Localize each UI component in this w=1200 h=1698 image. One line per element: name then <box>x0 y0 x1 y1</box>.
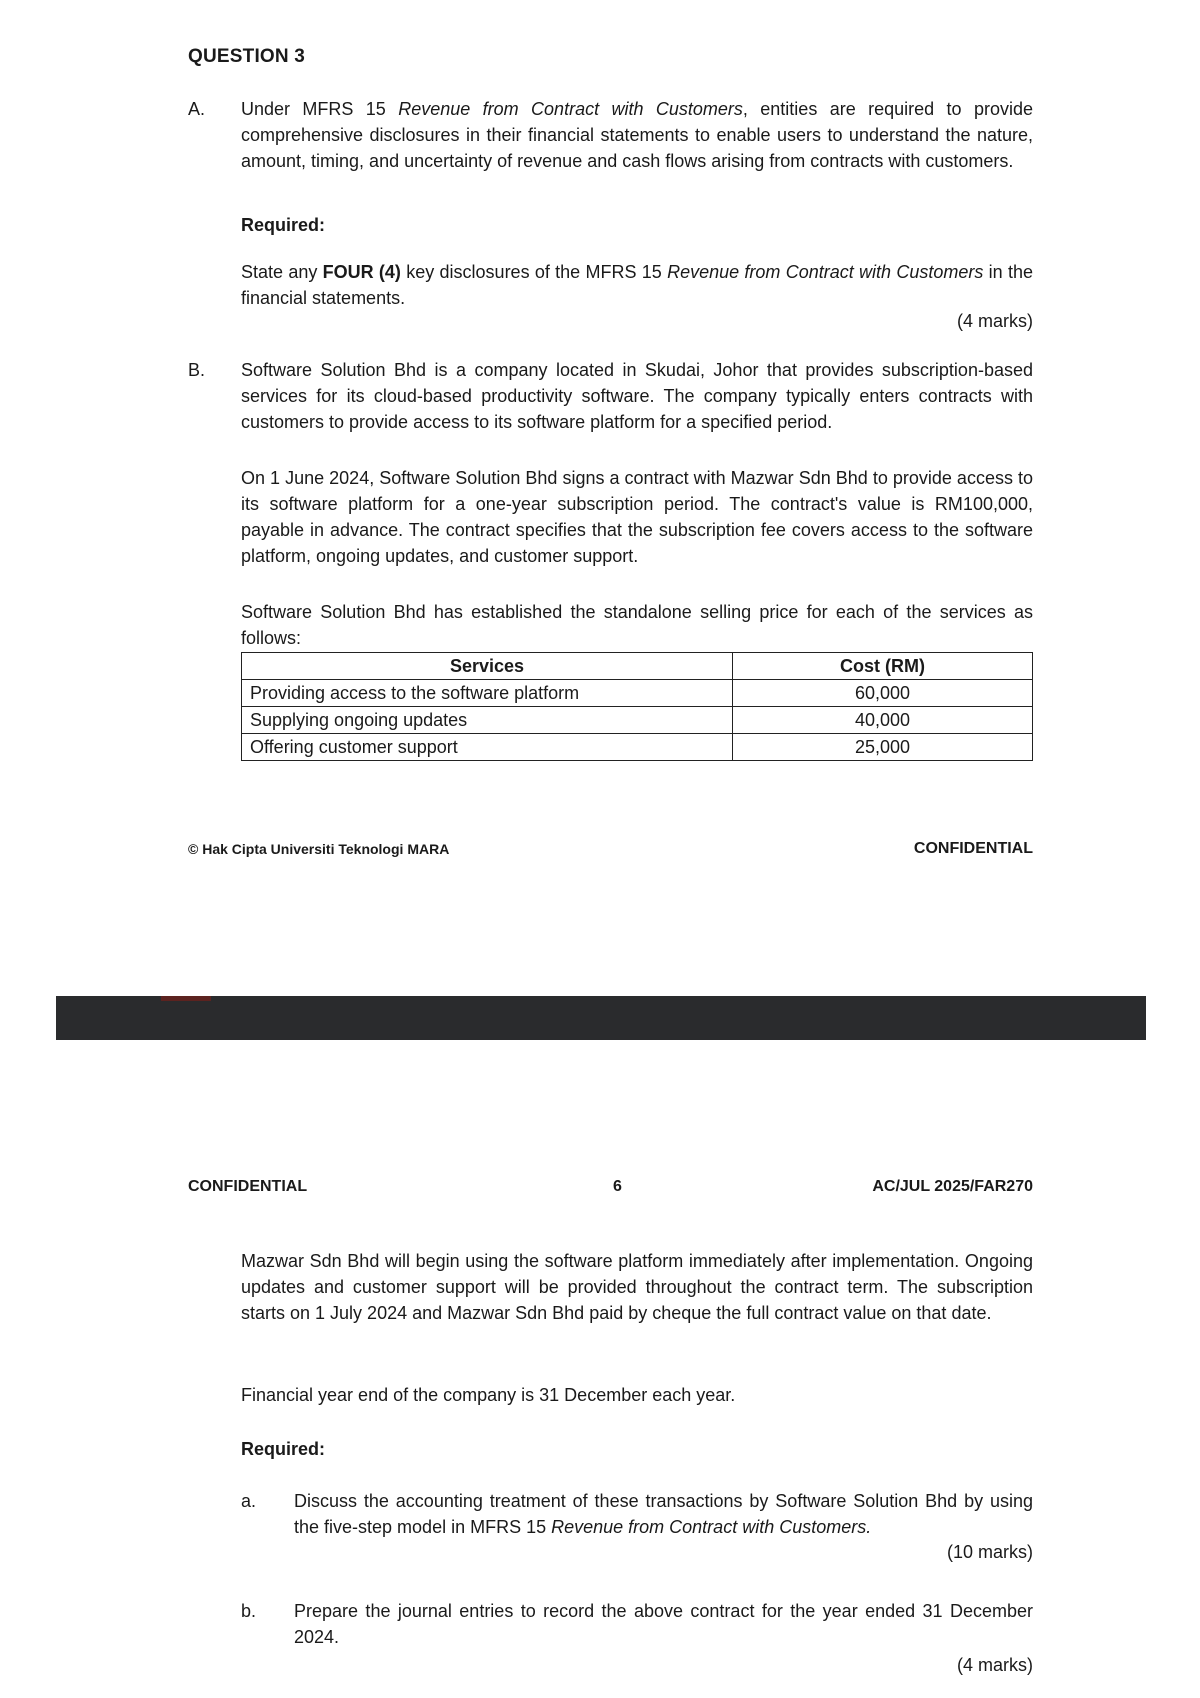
table-header-services: Services <box>242 653 733 680</box>
part-b-label: B. <box>188 360 206 380</box>
service-name: Providing access to the software platform <box>242 680 733 707</box>
item-a-marks: (10 marks) <box>946 1542 1033 1562</box>
service-name: Offering customer support <box>242 734 733 761</box>
part-a-required-label: Required: <box>241 215 326 235</box>
page2-required-label: Required: <box>241 1439 326 1459</box>
part-b-paragraph-1: Software Solution Bhd is a company located in Skudai, Johor that provides subscription-based services for its cloud-based productivity software. The company typically enters contracts with customers to provide access to its software platform for a specified period. <box>241 360 1033 432</box>
question-title: QUESTION 3 <box>188 46 306 67</box>
part-a-task-text: State any <box>241 262 323 282</box>
service-cost: 25,000 <box>733 734 1033 761</box>
page-separator <box>56 996 1146 1040</box>
exam-page-6 <box>0 1040 1200 1698</box>
part-b-paragraph-2: On 1 June 2024, Software Solution Bhd signs a contract with Mazwar Sdn Bhd to provide access to its software platform for a one-year subscription period. The contract's value is RM100,000, payable in advance. The contract specifies that the subscription fee covers access to the software platform, ongoing updates, and customer support. <box>241 468 1033 566</box>
item-a-text-body: Discuss the accounting treatment of these transactions by Software Solution Bhd by using the five-step model in MFRS 15 <box>294 1491 1033 1537</box>
page-number: 6 <box>613 1178 622 1195</box>
part-a-task-count: FOUR (4) <box>322 262 401 282</box>
service-cost: 40,000 <box>733 707 1033 734</box>
part-a-label: A. <box>188 99 206 119</box>
part-a-task-standard-title: Revenue from Contract with Customers <box>667 262 984 282</box>
page-header-code: AC/JUL 2025/FAR270 <box>872 1178 1033 1195</box>
service-cost: 60,000 <box>733 680 1033 707</box>
services-table <box>241 652 1033 761</box>
part-a-task <box>241 259 1033 311</box>
item-a-text <box>294 1488 1033 1540</box>
table-row <box>242 734 1033 761</box>
service-name: Supplying ongoing updates <box>242 707 733 734</box>
part-a-marks: (4 marks) <box>957 311 1033 331</box>
part-a-task-text-end: in the financial statements. <box>241 262 1033 308</box>
part-a-task-text-mid: key disclosures of the MFRS 15 <box>400 262 668 282</box>
part-a-intro <box>241 96 1033 174</box>
part-a-standard-title: Revenue from Contract with Customers <box>398 99 743 119</box>
item-b-text: Prepare the journal entries to record the above contract for the year ended 31 December 2024. <box>294 1601 1033 1647</box>
table-row <box>242 707 1033 734</box>
table-header-row <box>242 653 1033 680</box>
item-b-marks: (4 marks) <box>957 1655 1033 1675</box>
page-header-confidential: CONFIDENTIAL <box>188 1178 308 1195</box>
item-b-label: b. <box>241 1601 257 1621</box>
table-header-cost: Cost (RM) <box>733 653 1033 680</box>
confidential-footer: CONFIDENTIAL <box>913 840 1033 857</box>
item-a-label: a. <box>241 1491 257 1511</box>
table-row <box>242 680 1033 707</box>
page2-paragraph-1: Mazwar Sdn Bhd will begin using the software platform immediately after implementation. Ongoing updates and customer support will be provided throughout the contract term. The subscription starts on 1 July 2024 and Mazwar Sdn Bhd paid by cheque the full contract value on that date. <box>241 1251 1033 1323</box>
copyright-footer: © Hak Cipta Universiti Teknologi MARA <box>188 841 450 857</box>
part-b-paragraph-3: Software Solution Bhd has established the standalone selling price for each of the services as follows: <box>241 602 1033 648</box>
separator-mark <box>161 996 211 1001</box>
part-a-intro-text-rest: , entities are required to provide comprehensive disclosures in their financial statements to enable users to understand the nature, amount, timing, and uncertainty of revenue and cash flows arising from contracts with customers. <box>241 99 1033 171</box>
item-a-standard-title: Revenue from Contract with Customers. <box>551 1517 872 1537</box>
part-a-intro-text: Under MFRS 15 <box>241 99 399 119</box>
page2-paragraph-2: Financial year end of the company is 31 December each year. <box>241 1385 736 1405</box>
